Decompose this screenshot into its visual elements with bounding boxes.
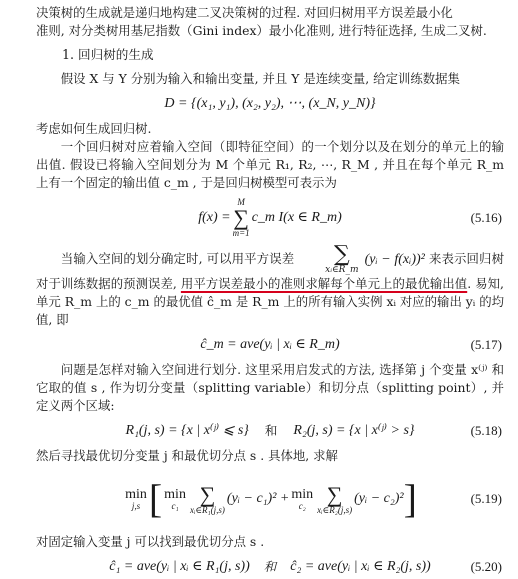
- eq516-sum-bottom: m=1: [232, 228, 250, 238]
- equation-5-18: [36, 419, 504, 443]
- para3-text-a: 当输入空间的划分确定时, 可以用平方误差: [60, 251, 295, 266]
- equation-5-20: [36, 555, 504, 579]
- paragraph-partition: 一个回归树对应着输入空间（即特征空间）的一个划分以及在划分的单元上的输出值. 假设已将输入空间划分为 M 个单元 R₁, R₂, ⋯, R_M , 并且在每个单元 R_m 上有一个固定的输出值 c_m , 于是回归树模型可表示为: [36, 139, 504, 190]
- equation-number-5-17: (5.17): [470, 337, 502, 352]
- eq519-sum-2: ∑ xᵢ∈R₂(j,s): [317, 481, 353, 515]
- right-bracket-icon: ]: [403, 476, 417, 521]
- para3-text-c: . 易知, 单元 R_m 上的 c_m 的最优值 ĉ_m 是 R_m 上的所有输入实例 xᵢ 对应的输出 yᵢ 的均值, 即: [36, 276, 504, 327]
- para3-sum: [300, 244, 358, 275]
- summation-icon: ∑: [233, 205, 249, 230]
- paragraph-squared-error: [36, 244, 504, 329]
- para3-sum-bottom: xᵢ∈R_m: [325, 265, 359, 275]
- left-bracket-icon: [: [148, 476, 163, 521]
- paragraph-find-optimal: 然后寻找最优切分变量 j 和最优切分点 s . 具体地, 求解: [36, 448, 338, 463]
- equation-number-5-18: (5.18): [470, 423, 502, 438]
- paragraph-consider: 考虑如何生成回归树.: [36, 121, 152, 136]
- summation-icon: ∑: [333, 242, 350, 267]
- para3-text-b: 来表示回归树对于训练数据的预测误差,: [36, 251, 504, 291]
- eq519-term-2: (yᵢ − c₂)²: [354, 491, 404, 506]
- equation-dataset-expr: D = {(x₁, y₁), (x₂, y₂), ⋯, (x_N, y_N)}: [164, 96, 376, 111]
- intro-line-1: 决策树的生成就是递归地构建二叉决策树的过程. 对回归树用平方误差最小化: [36, 5, 453, 20]
- eq519-min-c1: min c₁: [164, 486, 186, 511]
- equation-5-19: [36, 469, 504, 529]
- eq518-left: R₁(j, s) = {x | x⁽ʲ⁾ ⩽ s}: [125, 423, 249, 438]
- paragraph-dataset-intro: 假设 X 与 Y 分别为输入和输出变量, 并且 Y 是连续变量, 给定训练数据集: [60, 71, 460, 86]
- intro-line-2: 准则, 对分类树用基尼指数（Gini index）最小化准则, 进行特征选择, 生成二叉树.: [36, 23, 487, 38]
- section-heading: 1. 回归树的生成: [62, 47, 154, 62]
- equation-5-17: [36, 333, 504, 357]
- equation-number-5-20: (5.20): [470, 559, 502, 574]
- eq518-right: R₂(j, s) = {x | x⁽ʲ⁾ > s}: [293, 423, 415, 438]
- eq519-term-1: (yᵢ − c₁)² +: [226, 491, 290, 506]
- para3-sum-expr: (yᵢ − f(xᵢ))²: [364, 252, 425, 267]
- paragraph-fixed-variable: 对固定输入变量 j 可以找到最优切分点 s .: [36, 534, 265, 549]
- eq516-sum-top: M: [237, 197, 245, 207]
- eq520-left: ĉ₁ = ave(yᵢ | xᵢ ∈ R₁(j, s)): [109, 559, 250, 574]
- red-underlined-text: 用平方误差最小的准则求解每个单元上的最优输出值: [180, 276, 468, 291]
- eq516-rhs: c_m I(x ∈ R_m): [251, 210, 342, 225]
- equation-number-5-19: (5.19): [470, 491, 502, 506]
- eq516-lhs: f(x) =: [198, 210, 231, 225]
- paragraph-splitting: 问题是怎样对输入空间进行划分. 这里采用启发式的方法, 选择第 j 个变量 x⁽ʲ⁾ 和它取的值 s , 作为切分变量（splitting variable）和切分点（splitting point）, 并定义两个区域:: [36, 362, 504, 413]
- summation-icon: ∑: [199, 481, 216, 507]
- summation-icon: ∑: [326, 481, 343, 507]
- eq517-expr: ĉ_m = ave(yᵢ | xᵢ ∈ R_m): [200, 337, 340, 352]
- eq520-right: ĉ₂ = ave(yᵢ | xᵢ ∈ R₂(j, s)): [290, 559, 431, 574]
- eq520-and: 和: [263, 559, 277, 574]
- eq518-and: 和: [264, 423, 278, 438]
- equation-5-16: [36, 196, 504, 240]
- equation-dataset: [36, 92, 504, 116]
- eq519-sum-1: ∑ xᵢ∈R₁(j,s): [189, 481, 225, 515]
- eq519-outer-min: min j,s: [125, 486, 147, 511]
- eq519-min-c2: min c₂: [291, 486, 314, 511]
- eq516-sum: [233, 198, 250, 238]
- equation-number-5-16: (5.16): [470, 210, 502, 225]
